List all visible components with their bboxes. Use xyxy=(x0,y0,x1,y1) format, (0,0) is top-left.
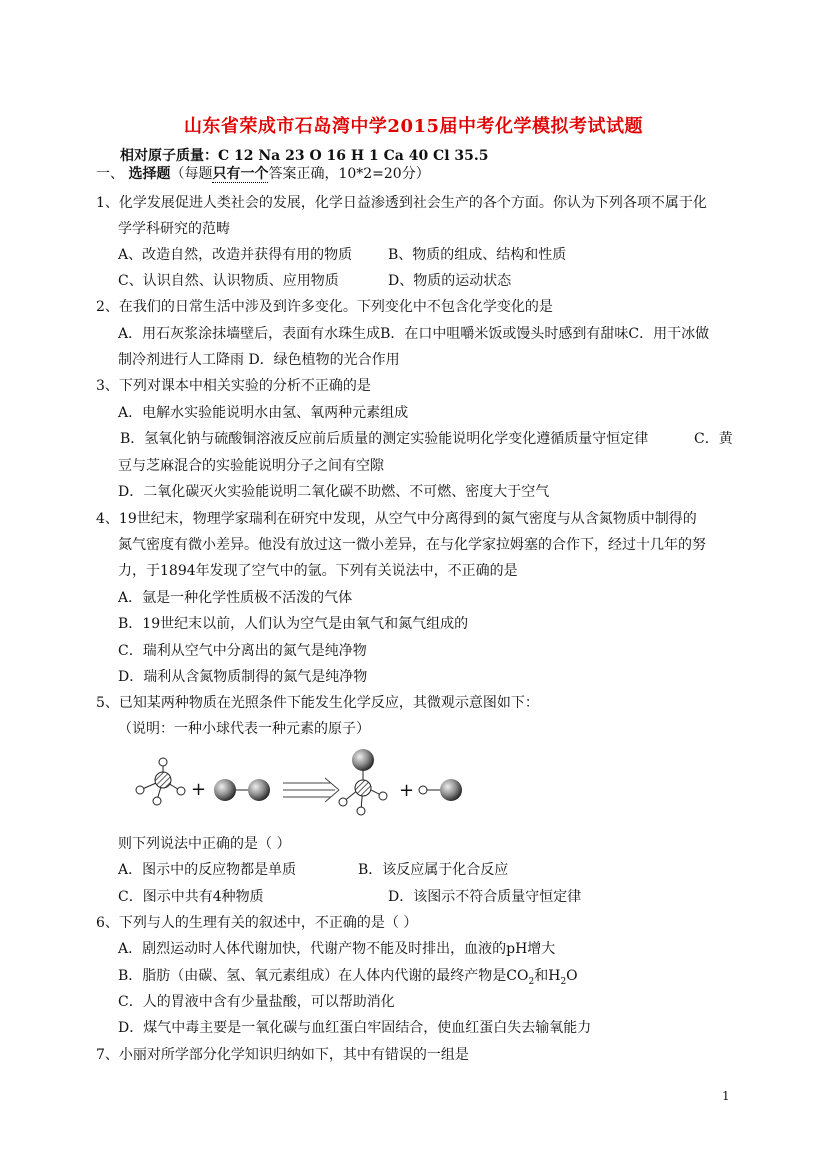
q1-option-d: D、物质的运动状态 xyxy=(388,273,512,289)
q1-stem-line2: 学学科研究的范畴 xyxy=(118,221,230,237)
small-atom xyxy=(153,797,161,805)
q4-stem-line2: 氮气密度有微小差异。他没有放过这一微小差异，在与化学家拉姆塞的合作下，经过十几年的努 xyxy=(118,537,706,553)
section-note-post: 答案正确，10*2=20分） xyxy=(268,166,430,182)
q3-option-c-start: C．黄 xyxy=(694,431,733,447)
page-number: 1 xyxy=(722,1089,730,1103)
plus-sign: + xyxy=(191,779,207,800)
q3-stem: 3、下列对课本中相关实验的分析不正确的是 xyxy=(96,378,371,394)
page-title: 山东省荣成市石岛湾中学2015届中考化学模拟考试试题 xyxy=(183,116,644,137)
q3-option-d: D．二氧化碳灭火实验能说明二氧化碳不助燃、不可燃、密度大于空气 xyxy=(118,484,550,500)
q6-option-b-text: 和H xyxy=(534,968,561,984)
small-atom xyxy=(339,798,347,806)
section-note-emphasis: 只有一个 xyxy=(212,166,269,182)
section-note-pre: （每题 xyxy=(170,166,213,182)
q3-option-a: A．电解水实验能说明水由氢、氧两种元素组成 xyxy=(118,405,409,421)
q1-stem-line1: 1、化学发展促进人类社会的发展，化学日益渗透到社会生产的各个方面。你认为下列各项不属于化 xyxy=(96,195,707,211)
subscript: 2 xyxy=(528,976,535,987)
small-atom xyxy=(379,792,387,800)
large-atom xyxy=(214,779,236,801)
section-number: 一、 xyxy=(96,166,124,182)
q1-option-b: B、物质的组成、结构和性质 xyxy=(388,247,567,263)
small-atom xyxy=(357,807,365,815)
section-heading xyxy=(96,165,430,183)
q4-option-c: C．瑞利从空气中分离出的氮气是纯净物 xyxy=(118,643,367,659)
atomic-mass-line: 相对原子质量：C 12 Na 23 O 16 H 1 Ca 40 Cl 35.5 xyxy=(120,148,489,164)
q3-option-b-line1: B．氢氧化钠与硫酸铜溶液反应前后质量的测定实验能说明化学变化遵循质量守恒定律 xyxy=(120,431,649,447)
q4-option-b: B．19世纪末以前，人们认为空气是由氧气和氮气组成的 xyxy=(118,616,469,632)
section-title: 选择题 xyxy=(128,166,171,182)
small-atom xyxy=(159,758,167,766)
q1-option-c: C、认识自然、认识物质、应用物质 xyxy=(118,273,339,289)
plus-sign: + xyxy=(399,780,415,801)
hatched-atom xyxy=(155,772,171,788)
q3-option-b-line2: 豆与芝麻混合的实验能说明分子之间有空隙 xyxy=(118,458,384,474)
reaction-diagram xyxy=(125,748,485,830)
large-atom xyxy=(352,749,374,771)
small-atom xyxy=(419,786,427,794)
reactant-molecule-1 xyxy=(136,758,185,805)
q4-option-a: A．氩是一种化学性质极不活泼的气体 xyxy=(118,590,353,606)
q2-options-line2: 制冷剂进行人工降雨 D．绿色植物的光合作用 xyxy=(118,352,400,368)
reaction-arrow xyxy=(283,778,339,802)
q5-option-d: D．该图示不符合质量守恒定律 xyxy=(388,889,582,905)
large-atom xyxy=(248,779,270,801)
q6-option-a: A．剧烈运动时人体代谢加快，代谢产物不能及时排出，血液的pH增大 xyxy=(118,941,556,957)
hatched-atom xyxy=(355,780,371,796)
q6-option-d: D．煤气中毒主要是一氧化碳与血红蛋白牢固结合，使血红蛋白失去输氧能力 xyxy=(118,1020,592,1036)
subscript: 2 xyxy=(560,976,567,987)
q6-option-b-text: O xyxy=(566,968,578,984)
q5-note: （说明：一种小球代表一种元素的原子） xyxy=(118,721,370,737)
small-atom xyxy=(136,786,144,794)
q2-options-line1: A．用石灰浆涂抹墙壁后，表面有水珠生成B．在口中咀嚼米饭或馒头时感到有甜味C．用干冰做 xyxy=(118,326,710,342)
q5-option-b: B．该反应属于化合反应 xyxy=(358,862,509,878)
small-atom xyxy=(177,787,185,795)
q6-option-c: C．人的胃液中含有少量盐酸，可以帮助消化 xyxy=(118,994,395,1010)
q6-stem: 6、下列与人的生理有关的叙述中，不正确的是（ ） xyxy=(96,915,418,931)
q4-stem-line3: 力，于1894年发现了空气中的氩。下列有关说法中，不正确的是 xyxy=(118,563,518,579)
q5-option-c: C．图示中共有4种物质 xyxy=(118,889,264,905)
q1-option-a: A、改造自然，改造并获得有用的物质 xyxy=(118,247,353,263)
product-molecule-2 xyxy=(419,779,462,801)
q7-stem: 7、小丽对所学部分化学知识归纳如下，其中有错误的一组是 xyxy=(96,1047,469,1063)
q6-option-b-text: B．脂肪（由碳、氢、氧元素组成）在人体内代谢的最终产物是CO xyxy=(118,968,529,984)
large-atom xyxy=(440,779,462,801)
q4-stem-line1: 4、19世纪末，物理学家瑞利在研究中发现，从空气中分离得到的氮气密度与从含氮物质中制得的 xyxy=(96,511,697,527)
product-molecule-1 xyxy=(339,749,387,815)
q5-ask: 则下列说法中正确的是（ ） xyxy=(118,836,291,852)
q2-stem: 2、在我们的日常生活中涉及到许多变化。下列变化中不包含化学变化的是 xyxy=(96,299,553,315)
q5-stem: 5、已知某两种物质在光照条件下能发生化学反应，其微观示意图如下： xyxy=(96,695,539,711)
q6-option-b xyxy=(118,967,578,991)
q4-option-d: D．瑞利从含氮物质制得的氮气是纯净物 xyxy=(118,669,368,685)
reactant-molecule-2 xyxy=(214,779,270,801)
q5-option-a: A．图示中的反应物都是单质 xyxy=(118,862,297,878)
